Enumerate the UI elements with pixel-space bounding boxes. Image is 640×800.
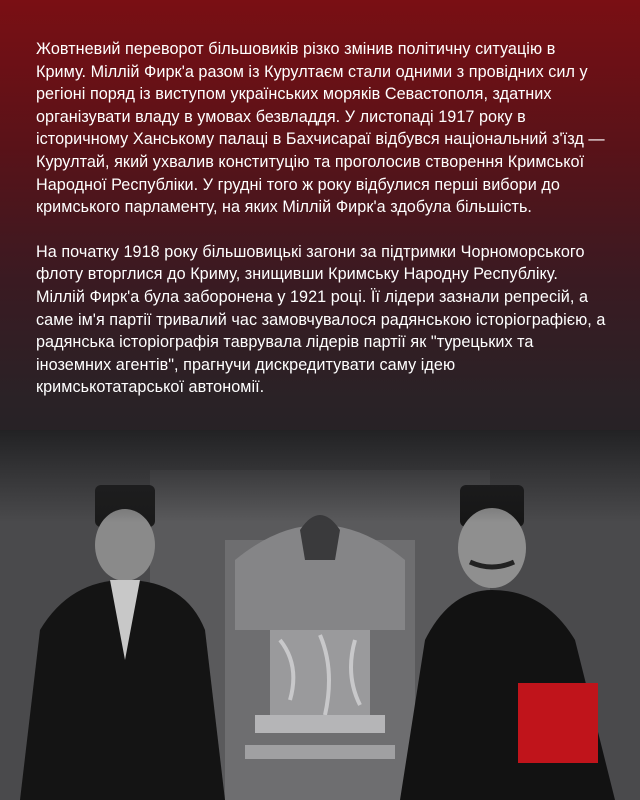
article-text <box>36 38 606 421</box>
red-accent-square <box>518 683 598 763</box>
paragraph-2: На початку 1918 року більшовицькі загони за підтримки Чорноморського флоту вторглися до Криму, знищивши Кримську Народну Республіку. Міллій Фирк'а була заборонена у 1921 році. Її лідери зазнали репресій, а саме ім'я партії тривалий час замовчувалося радянською історіографією, а радянська історіографія таврувала лідерів партії як "турецьких та іноземних агентів", прагнучи дискредитувати саму ідею кримськотатарської автономії. <box>36 242 606 397</box>
paragraph-1: Жовтневий переворот більшовиків різко змінив політичну ситуацію в Криму. Міллій Фирк'а разом із Курултаєм стали одними з провідних сил у регіоні поряд із виступом українських моряків Севастополя, здатних організувати владу в умовах безвладдя. У листопаді 1917 року в історичному Ханському палаці в Бахчисараї відбувся національний з'їзд — Курултай, який ухвалив конституцію та проголосив створення Кримської Народної Республіки. У грудні того ж року відбулися перші вибори до кримського парламенту, на яких Міллій Фирк'а здобула більшість. <box>36 40 605 217</box>
